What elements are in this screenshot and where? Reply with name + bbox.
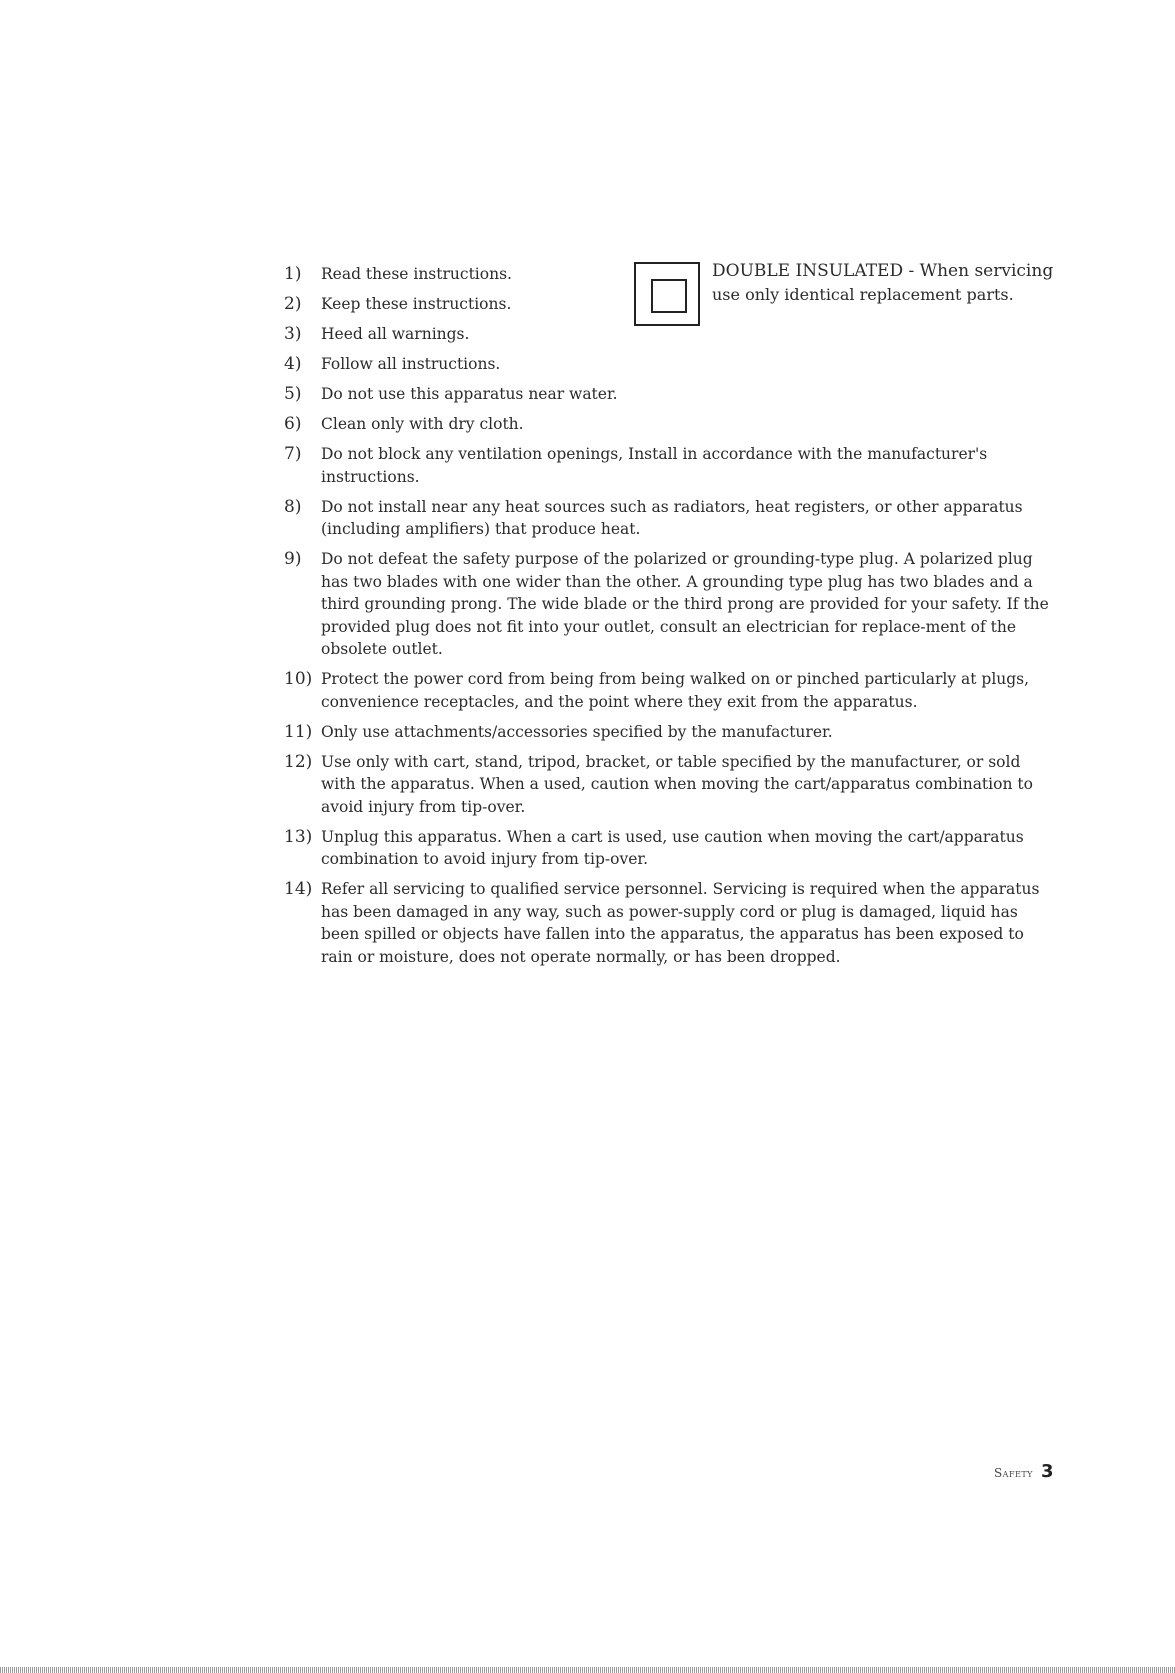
item-number: 9)	[284, 549, 302, 569]
item-number: 11)	[284, 721, 313, 742]
list-item	[284, 826, 1054, 871]
list-item	[284, 751, 1054, 819]
list-item	[284, 263, 1054, 286]
footer-section-label: Safety	[993, 1466, 1033, 1480]
scan-edge-rule	[0, 1667, 1175, 1673]
item-text: Unplug this apparatus. When a cart is used, use caution when moving the cart/apparatus combination to avoid injury from tip-over.	[321, 827, 1024, 868]
item-number: 2)	[284, 294, 302, 314]
item-number: 10)	[284, 669, 313, 689]
list-item	[284, 668, 1054, 713]
item-number: 12)	[284, 751, 313, 772]
page-footer	[994, 1461, 1054, 1482]
item-text: Read these instructions.	[321, 265, 512, 283]
item-number: 6)	[284, 414, 302, 434]
item-text: Keep these instructions.	[321, 295, 512, 313]
list-item	[284, 293, 1054, 316]
item-number: 13)	[284, 826, 313, 847]
item-number: 14)	[284, 879, 313, 899]
safety-instructions-list	[284, 263, 1054, 976]
list-item	[284, 383, 1054, 406]
item-text: Follow all instructions.	[321, 355, 501, 373]
list-item	[284, 323, 1054, 346]
list-item	[284, 496, 1054, 541]
item-text: Clean only with dry cloth.	[321, 415, 524, 433]
item-number: 1)	[284, 264, 302, 284]
list-item	[284, 721, 1054, 744]
item-number: 4)	[284, 354, 302, 374]
item-text: Use only with cart, stand, tripod, bracket, or table specified by the manufacturer, or sold with the apparatus. When a used, caution when moving the cart/apparatus combination to avoid injury from tip-over.	[321, 752, 1033, 816]
list-item	[284, 353, 1054, 376]
list-item	[284, 443, 1054, 488]
list-item	[284, 413, 1054, 436]
item-text: Do not install near any heat sources such as radiators, heat registers, or other apparatus (including amplifiers) that produce heat.	[321, 497, 1023, 538]
item-text: Do not defeat the safety purpose of the polarized or grounding-type plug. A polarized plug has two blades with one wider than the other. A grounding type plug has two blades and a third grounding prong. The wide blade or the third prong are provided for your safety. If the provided plug does not fit into your outlet, consult an electrician for replace-ment of the obsolete outlet.	[321, 550, 1049, 658]
notice-body: use only identical replacement parts.	[712, 285, 1014, 304]
item-text: Refer all servicing to qualified service personnel. Servicing is required when the apparatus has been damaged in any way, such as power-supply cord or plug is damaged, liquid has been spilled or objects have fallen into the apparatus, the apparatus has been exposed to rain or moisture, does not operate normally, or has been dropped.	[321, 880, 1040, 966]
list-item	[284, 548, 1054, 661]
item-text: Heed all warnings.	[321, 325, 470, 343]
notice-title: DOUBLE INSULATED - When servicing	[712, 261, 1054, 281]
item-number: 8)	[284, 496, 302, 517]
item-text: Do not use this apparatus near water.	[321, 385, 618, 403]
item-text: Do not block any ventilation openings, Install in accordance with the manufacturer's instructions.	[321, 445, 988, 486]
page-number: 3	[1040, 1461, 1054, 1482]
item-number: 3)	[284, 324, 302, 344]
item-number: 7)	[284, 444, 302, 464]
list-item	[284, 878, 1054, 968]
item-text: Protect the power cord from being from being walked on or pinched particularly at plugs, convenience receptacles, and the point where they exit from the apparatus.	[321, 670, 1030, 711]
item-text: Only use attachments/accessories specified by the manufacturer.	[321, 722, 833, 741]
item-number: 5)	[284, 384, 302, 404]
